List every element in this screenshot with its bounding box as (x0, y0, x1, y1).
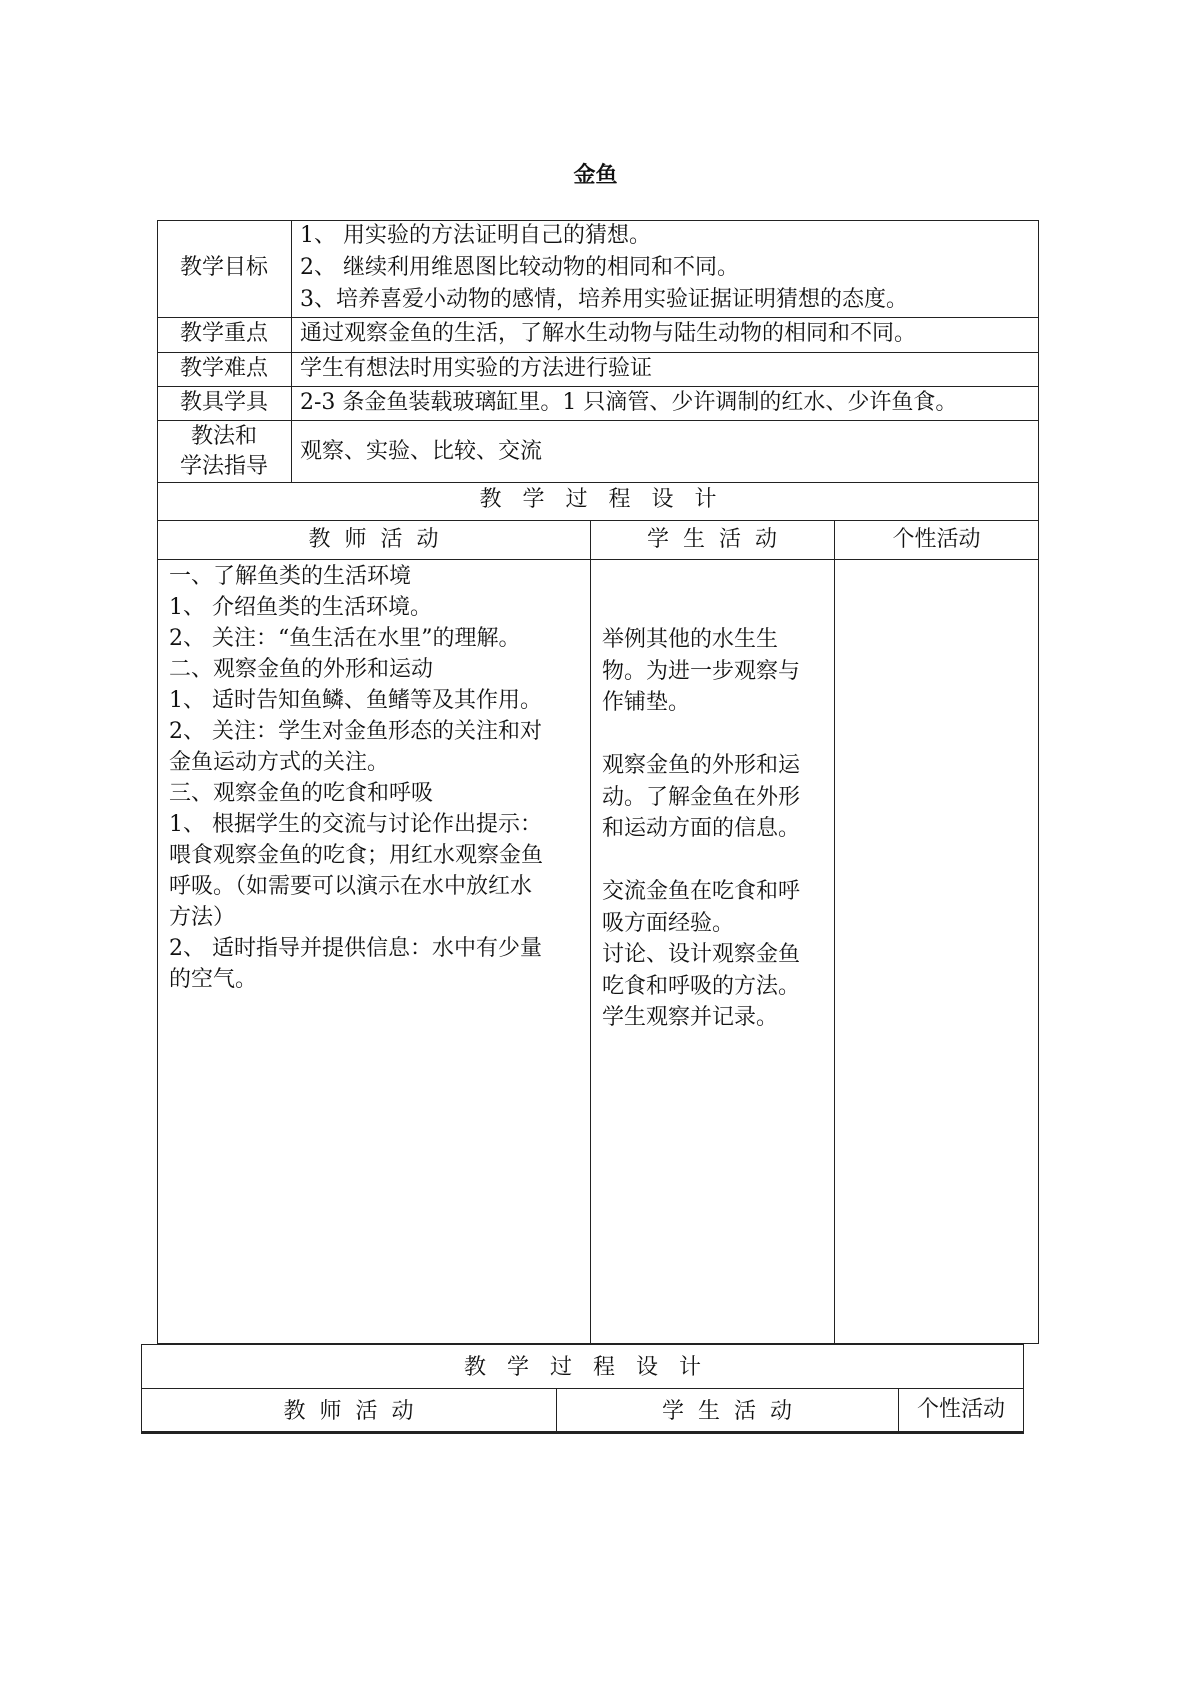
teacher-activity-header: 教 师 活 动 (308, 527, 439, 552)
student-activity-line: 吃食和呼吸的方法。 (602, 973, 801, 999)
teacher-activity-line: 2、 关注：学生对金鱼形态的关注和对 (169, 719, 542, 744)
student-activity-line: 吸方面经验。 (602, 910, 735, 936)
student-activity-line (602, 845, 800, 877)
row-divider (157, 559, 1039, 560)
student-activity-line (602, 561, 800, 593)
student-activity-line: 交流金鱼在吃食和呼 (602, 879, 801, 904)
difficulty-text: 学生有想法时用实验的方法进行验证 (300, 356, 653, 381)
student-activity-line: 学生观察并记录。 (602, 1005, 779, 1030)
teacher-activity-line: 1、 根据学生的交流与讨论作出提示： (169, 812, 542, 837)
student-activity-line: 观察金鱼的外形和运 (602, 753, 801, 778)
table2-row-divider (141, 1388, 1024, 1389)
student-activity-header-continued: 学 生 活 动 (662, 1399, 792, 1424)
personal-activity-header: 个性活动 (892, 527, 981, 552)
teacher-activity-line: 2、 适时指导并提供信息：水中有少量 (169, 936, 542, 961)
student-activity-line: 举例其他的水生生 (602, 627, 779, 652)
difficulty-label: 教学难点 (179, 356, 268, 381)
personal-activity-header-continued: 个性活动 (916, 1397, 1005, 1422)
student-activity-line (602, 593, 800, 625)
row-divider (157, 520, 1039, 521)
student-activity-line: 物。为进一步观察与 (602, 658, 801, 684)
document-title: 金鱼 (573, 162, 618, 188)
student-activity-header: 学 生 活 动 (647, 527, 777, 552)
method-label-line2: 学法指导 (179, 454, 268, 479)
student-activity-line: 作铺垫。 (602, 690, 691, 715)
teacher-activity-line: 2、 关注：“鱼生活在水里”的理解。 (169, 626, 521, 651)
student-activity-line: 讨论、设计观察金鱼 (602, 942, 801, 967)
teacher-activity-line: 的空气。 (169, 967, 258, 992)
objective-item: 1、 用实验的方法证明自己的猜想。 (300, 223, 651, 248)
teacher-activity-line: 方法） (169, 905, 236, 930)
method-label-line1: 教法和 (190, 424, 257, 449)
column-divider (590, 520, 591, 1344)
key-point-text: 通过观察金鱼的生活，了解水生动物与陆生动物的相同和不同。 (300, 321, 917, 346)
teacher-activity-line: 1、 介绍鱼类的生活环境。 (169, 595, 432, 620)
method-text: 观察、实验、比较、交流 (300, 439, 543, 464)
teacher-activity-list (169, 561, 543, 995)
objective-item: 2、 继续利用维恩图比较动物的相同和不同。 (300, 255, 739, 280)
student-activity-line (602, 719, 800, 751)
process-header: 教 学 过 程 设 计 (479, 487, 717, 512)
teacher-activity-line: 喂食观察金鱼的吃食；用红水观察金鱼 (169, 843, 544, 868)
tools-label: 教具学具 (179, 390, 268, 415)
student-activity-list (602, 561, 800, 1034)
column-divider (291, 220, 292, 482)
teacher-activity-header-continued: 教 师 活 动 (283, 1399, 414, 1424)
teacher-activity-line: 一、了解鱼类的生活环境 (169, 564, 412, 589)
student-activity-line: 和运动方面的信息。 (602, 816, 801, 841)
objective-item: 3、培养喜爱小动物的感情，培养用实验证据证明猜想的态度。 (300, 287, 908, 312)
student-activity-line: 动。了解金鱼在外形 (602, 784, 801, 810)
teacher-activity-line: 三、观察金鱼的吃食和呼吸 (169, 781, 434, 806)
key-point-label: 教学重点 (179, 321, 268, 346)
teacher-activity-line: 1、 适时告知鱼鳞、鱼鳍等及其作用。 (169, 688, 542, 713)
teacher-activity-line: 二、观察金鱼的外形和运动 (169, 657, 434, 682)
process-header-continued: 教 学 过 程 设 计 (464, 1355, 701, 1380)
teacher-activity-line: 金鱼运动方式的关注。 (169, 750, 390, 775)
column-divider (834, 520, 835, 1344)
objectives-list (300, 220, 908, 316)
teacher-activity-line: 呼吸。（如需要可以演示在水中放红水 (169, 874, 533, 899)
objectives-label: 教学目标 (179, 255, 268, 280)
tools-text: 2-3 条金鱼装载玻璃缸里。1 只滴管、少许调制的红水、少许鱼食。 (300, 390, 958, 415)
table2-bottom-rule (141, 1431, 1024, 1434)
